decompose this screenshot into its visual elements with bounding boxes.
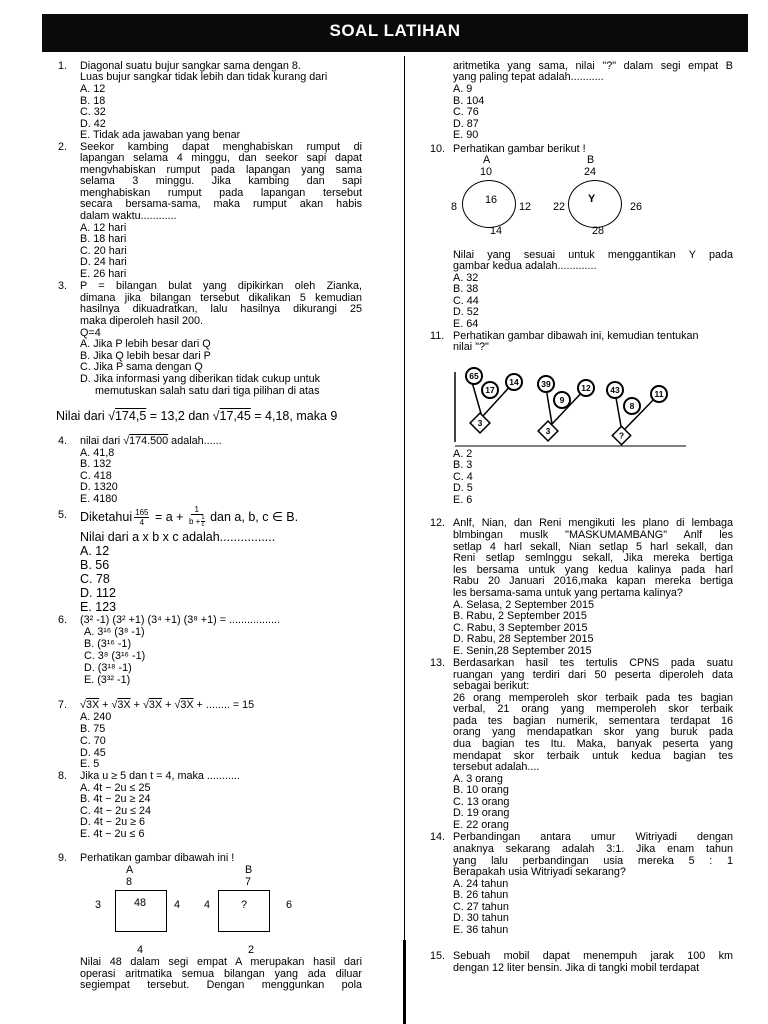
option: D. 1320 bbox=[80, 481, 118, 493]
question-text: Sebuah mobil dapat menempuh jarak 100 km bbox=[453, 950, 733, 962]
question-text: Berapakah usia Witriyadi sekarang? bbox=[453, 866, 626, 878]
figure-number: 10 bbox=[480, 166, 493, 178]
question-text: segiempat tersebut. Dengan menggunkan pola bbox=[80, 979, 362, 991]
question-text: Nilai yang sesuai untuk menggantikan Y pada bbox=[453, 249, 733, 261]
figure-label: A bbox=[483, 154, 491, 166]
option: A. 12 hari bbox=[80, 222, 127, 234]
question-text: tersebut adalah.... bbox=[453, 761, 540, 773]
option: E. 4t − 2u ≤ 6 bbox=[80, 828, 145, 840]
option: B. 75 bbox=[80, 723, 106, 735]
question-text: dengan 12 liter bensin. Jika di tangki mobil terdapat bbox=[453, 962, 700, 974]
figure-number: 3 bbox=[95, 899, 102, 911]
tree-2 bbox=[538, 376, 594, 441]
question-text: ruangan yang terdiri dari 50 peserta diperoleh data bbox=[453, 669, 733, 681]
option: A. 41,8 bbox=[80, 447, 115, 459]
question-number: 11. bbox=[430, 330, 445, 342]
option: A. 32 bbox=[453, 272, 479, 284]
option: B. 26 tahun bbox=[453, 889, 509, 901]
option: D. 24 hari bbox=[80, 256, 127, 268]
question-text: Berdasarkan hasil tes tertulis CPNS pada suatu bbox=[453, 657, 733, 669]
option: D. 4t − 2u ≥ 6 bbox=[80, 816, 146, 828]
tree-value: ? bbox=[618, 430, 625, 441]
tree-value: 9 bbox=[559, 395, 565, 405]
tree-figure bbox=[452, 362, 690, 452]
tree-value: 3 bbox=[545, 426, 551, 436]
option: A. 3¹⁶ (3⁸ -1) bbox=[84, 626, 145, 638]
question-text: dalam waktu............ bbox=[80, 210, 177, 222]
figure-number: 4 bbox=[204, 899, 211, 911]
question-text: Jika u ≥ 5 dan t = 4, maka ........... bbox=[80, 770, 240, 782]
option: B. Jika Q lebih besar dari P bbox=[80, 350, 211, 362]
question-text: pada tes bagian numerik, sementara terdapat 16 bbox=[453, 715, 733, 727]
question-text: selama 3 minggu. Jika kambing dan sapi bbox=[80, 175, 362, 187]
question-number: 9. bbox=[58, 852, 68, 864]
option: D. 52 bbox=[453, 306, 479, 318]
question-text: Perhatikan gambar berikut ! bbox=[453, 143, 586, 155]
question-text: Perbandingan antara umur Witriyadi dengan bbox=[453, 831, 733, 843]
option: C. 3⁸ (3¹⁶ -1) bbox=[84, 650, 146, 662]
tree-value: 3 bbox=[477, 418, 483, 428]
question-text: aritmetika yang sama, nilai "?" dalam segi empat B bbox=[453, 60, 733, 72]
option: D. 87 bbox=[453, 118, 479, 130]
option: A. 24 tahun bbox=[453, 878, 509, 890]
figure-number: 22 bbox=[553, 201, 566, 213]
option: C. 44 bbox=[453, 295, 479, 307]
tree-1 bbox=[466, 368, 522, 433]
question-text: orang yang mendapatkan skor yang buruk pada bbox=[453, 726, 733, 738]
question-text: operasi aritmatika semua bilangan yang ada diluar bbox=[80, 968, 362, 980]
option: E. 22 orang bbox=[453, 819, 509, 831]
figure-number: 26 bbox=[630, 201, 643, 213]
question-number: 2. bbox=[58, 141, 68, 153]
question-number: 7. bbox=[58, 699, 68, 711]
figure-number: 4 bbox=[174, 899, 181, 911]
option: C. 4 bbox=[453, 471, 473, 483]
option: A. 12 bbox=[80, 544, 110, 558]
figure-number: 12 bbox=[519, 201, 532, 213]
option: C. 4t − 2u ≤ 24 bbox=[80, 805, 152, 817]
tree-value: 11 bbox=[654, 389, 664, 399]
question-text: setlap 4 harl sekall, Nian setlap 5 harl sekall, dan bbox=[453, 541, 733, 553]
tree-value: 17 bbox=[485, 385, 495, 395]
option: C. 78 bbox=[80, 572, 110, 586]
option: C. 20 hari bbox=[80, 245, 127, 257]
question-number: 5. bbox=[58, 509, 68, 521]
question-text: P = bilangan bulat yang dipikirkan oleh Zianka, bbox=[80, 280, 362, 292]
option: D. Jika informasi yang diberikan tidak cukup untuk bbox=[80, 373, 321, 385]
option: memutuskan salah satu dari tiga pilihan di atas bbox=[95, 385, 320, 397]
question-text: Diagonal suatu bujur sangkar sama dengan 8. bbox=[80, 60, 301, 72]
question-text: Luas bujur sangkar tidak lebih dan tidak kurang dari bbox=[80, 71, 328, 83]
figure-number: 14 bbox=[490, 225, 503, 237]
tree-value: 43 bbox=[610, 385, 620, 395]
question-text: nilai dari √174.500 adalah...... bbox=[80, 435, 222, 447]
question-number: 1. bbox=[58, 60, 68, 72]
option: B. 56 bbox=[80, 558, 110, 572]
question-text: dua bagian tes Itu. Maka, banyak peserta yang bbox=[453, 738, 733, 750]
question-text: Q=4 bbox=[80, 327, 101, 339]
question-text: 26 orang memperoleh skor terbaik pada tes bagian bbox=[453, 692, 733, 704]
question-text: Rabu 20 Januari 2016,maka kapan mereka bertiga bbox=[453, 575, 733, 587]
question-text: maka diperoleh hasil 200. bbox=[80, 315, 204, 327]
question-text: les bersama-sama untuk yang pertama kalinya? bbox=[453, 587, 683, 599]
option: A. 3 orang bbox=[453, 773, 503, 785]
option: C. Rabu, 3 September 2015 bbox=[453, 622, 588, 634]
option: B. 38 bbox=[453, 283, 479, 295]
header-bar bbox=[42, 14, 748, 52]
figure-number: 7 bbox=[245, 876, 252, 888]
question-number: 14. bbox=[430, 831, 446, 843]
option: E. Tidak ada jawaban yang benar bbox=[80, 129, 241, 141]
tree-3 bbox=[607, 382, 667, 445]
option: C. 32 bbox=[80, 106, 106, 118]
option: D. 5 bbox=[453, 482, 473, 494]
option: E. 36 tahun bbox=[453, 924, 509, 936]
tree-value: 8 bbox=[629, 401, 635, 411]
option: C. 70 bbox=[80, 735, 106, 747]
option: A. 4t − 2u ≤ 25 bbox=[80, 782, 151, 794]
figure-number: 6 bbox=[286, 899, 293, 911]
info-line: Nilai dari √174,5 = 13,2 dan √17,45 = 4,18, maka 9 bbox=[56, 409, 338, 423]
option: E. 26 hari bbox=[80, 268, 127, 280]
question-text: Diketahui $\frac{165}{4}$ = a + 1 b + $\frac{1}{c}$ dan a, b, c ∈ B. bbox=[80, 505, 299, 528]
question-text: sebagai berikut: bbox=[453, 680, 530, 692]
figure-number: 48 bbox=[134, 897, 147, 909]
option: E. 4180 bbox=[80, 493, 118, 505]
option: E. 6 bbox=[453, 494, 473, 506]
option: A. 9 bbox=[453, 83, 473, 95]
figure-number: 8 bbox=[126, 876, 133, 888]
question-number: 15. bbox=[430, 950, 446, 962]
option: C. 27 tahun bbox=[453, 901, 509, 913]
option: A. Selasa, 2 September 2015 bbox=[453, 599, 595, 611]
question-text: yang lalu perbandingan usia mereka 5 : 1 bbox=[453, 855, 733, 867]
option: A. Jika P lebih besar dari Q bbox=[80, 338, 211, 350]
question-text: anaknya sekarang adalah 3:1. Jika enam tahun bbox=[453, 843, 733, 855]
column-divider-thick bbox=[403, 940, 406, 1024]
option: E. 90 bbox=[453, 129, 479, 141]
option: B. (3¹⁶ -1) bbox=[84, 638, 132, 650]
option: B. 10 orang bbox=[453, 784, 509, 796]
question-number: 10. bbox=[430, 143, 446, 155]
option: E. 64 bbox=[453, 318, 479, 330]
option: D. 19 orang bbox=[453, 807, 510, 819]
question-text: √3X + √3X + √3X + √3X + ........ = 15 bbox=[80, 699, 255, 711]
question-text: Anlf, Nian, dan Reni mengikuti les plano di lembaga bbox=[453, 517, 733, 529]
figure-label: A bbox=[126, 864, 134, 876]
option: E. (3³² -1) bbox=[84, 674, 131, 686]
question-text: Seekor kambing dapat menghabiskan rumput di bbox=[80, 141, 362, 153]
question-text: menghabiskan rumput pada lapangan tersebut bbox=[80, 187, 362, 199]
option: D. 45 bbox=[80, 747, 106, 759]
question-text: Perhatikan gambar dibawah ini ! bbox=[80, 852, 235, 864]
question-number: 3. bbox=[58, 280, 68, 292]
option: C. 418 bbox=[80, 470, 112, 482]
question-text: blmbingan muslk "MASKUMAMBANG" Anlf les bbox=[453, 529, 733, 541]
question-number: 13. bbox=[430, 657, 446, 669]
figure-number: 24 bbox=[584, 166, 597, 178]
question-text: verbal, 21 orang yang memperoleh skor terbaik bbox=[453, 703, 733, 715]
option: B. 132 bbox=[80, 458, 112, 470]
option: A. 240 bbox=[80, 711, 112, 723]
option: C. 76 bbox=[453, 106, 479, 118]
figure-label: B bbox=[245, 864, 253, 876]
option: D. (3¹⁸ -1) bbox=[84, 662, 132, 674]
figure-label: B bbox=[587, 154, 595, 166]
question-text: Nilai dari a x b x c adalah................ bbox=[80, 530, 276, 544]
option: C. Jika P sama dengan Q bbox=[80, 361, 203, 373]
figure-number: 2 bbox=[248, 944, 255, 956]
option: B. 104 bbox=[453, 95, 485, 107]
option: A. 12 bbox=[80, 83, 106, 95]
question-text: yang paling tepat adalah........... bbox=[453, 71, 604, 83]
option: D. Rabu, 28 September 2015 bbox=[453, 633, 594, 645]
option: C. 13 orang bbox=[453, 796, 510, 808]
tree-value: 14 bbox=[509, 377, 519, 387]
option: B. 18 bbox=[80, 95, 106, 107]
question-number: 8. bbox=[58, 770, 68, 782]
option: A. 2 bbox=[453, 448, 473, 460]
question-text: mengvhabiskan rumput pada lapangan yang sama bbox=[80, 164, 362, 176]
option: D. 30 tahun bbox=[453, 912, 509, 924]
option: B. 3 bbox=[453, 459, 473, 471]
figure-number: 8 bbox=[451, 201, 458, 213]
question-text: lapangan selama 4 minggu, dan seekor sapi dapat bbox=[80, 152, 362, 164]
question-text: dimana jika bilangan tersebut dikalikan 5 kemudian bbox=[80, 292, 362, 304]
question-number: 6. bbox=[58, 614, 68, 626]
figure-number: 4 bbox=[137, 944, 144, 956]
option: E. 5 bbox=[80, 758, 100, 770]
option: B. Rabu, 2 September 2015 bbox=[453, 610, 587, 622]
figure-number: Y bbox=[588, 193, 596, 205]
column-divider bbox=[404, 56, 405, 940]
tree-value: 39 bbox=[541, 379, 551, 389]
option: E. 123 bbox=[80, 600, 117, 614]
question-text: nilai "?" bbox=[453, 341, 489, 353]
question-text: Nilai 48 dalam segi empat A merupakan hasil dari bbox=[80, 956, 362, 968]
question-text: hasilnya dikuadratkan, lalu hasilnya dikurangi 25 bbox=[80, 303, 362, 315]
tree-value: 12 bbox=[581, 383, 591, 393]
figure-number: 16 bbox=[485, 194, 498, 206]
option: B. 4t − 2u ≥ 24 bbox=[80, 793, 151, 805]
option: D. 42 bbox=[80, 118, 106, 130]
option: B. 18 hari bbox=[80, 233, 127, 245]
question-text: Reni setlap semlnggu sekall, Jika mereka bertiga bbox=[453, 552, 733, 564]
question-text: Perhatikan gambar dibawah ini, kemudian tentukan bbox=[453, 330, 699, 342]
question-number: 4. bbox=[58, 435, 68, 447]
figure-number: 28 bbox=[592, 225, 605, 237]
tree-value: 65 bbox=[469, 371, 479, 381]
figure-number: ? bbox=[241, 899, 248, 911]
question-text: secara bersama-sama, maka rumput akan habis bbox=[80, 198, 362, 210]
question-text: mendapat skor terbaik untuk kedua bagian tes bbox=[453, 750, 733, 762]
question-text: gambar kedua adalah............. bbox=[453, 260, 597, 272]
question-number: 12. bbox=[430, 517, 446, 529]
question-text: (3² -1) (3² +1) (3⁴ +1) (3⁸ +1) = ................. bbox=[80, 614, 280, 626]
question-text: les bersama untuk yang kedua kalinya pada harl bbox=[453, 564, 733, 576]
option: E. Senin,28 September 2015 bbox=[453, 645, 592, 657]
option: D. 112 bbox=[80, 586, 116, 600]
page-title: SOAL LATIHAN bbox=[329, 21, 461, 40]
